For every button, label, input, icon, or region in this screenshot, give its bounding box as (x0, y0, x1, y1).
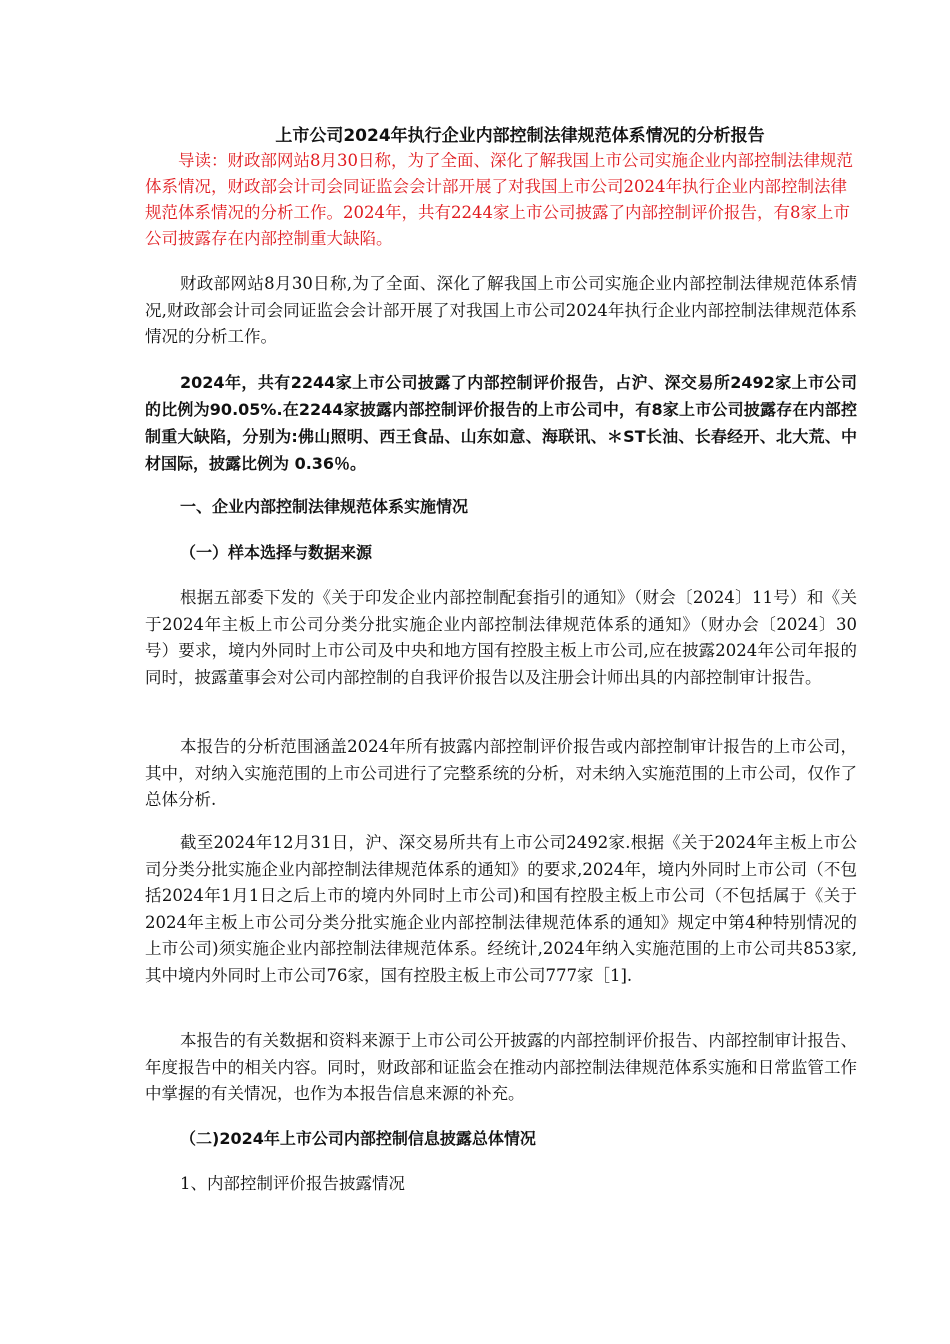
document-title: 上市公司2024年执行企业内部控制法律规范体系情况的分析报告 (275, 126, 765, 146)
intro-paragraph: 财政部网站8月30日称,为了全面、深化了解我国上市公司实施企业内部控制法律规范体系情况,财政部会计司会同证监会会计部开展了对我国上市公司2024年执行企业内部控制法律规范体系情况的分析工作。 (145, 274, 857, 346)
basis-paragraph: 根据五部委下发的《关于印发企业内部控制配套指引的通知》（财会〔2024〕11号）和《关于2024年主板上市公司分类分批实施企业内部控制法律规范体系的通知》（财办会〔2024〕30号）要求，境内外同时上市公司及中央和地方国有控股主板上市公司,应在披露2024年公司年报的同时，披露董事会对公司内部控制的自我评价报告以及注册会计师出具的内部控制审计报告。 (145, 588, 857, 687)
data-source-paragraph: 本报告的有关数据和资料来源于上市公司公开披露的内部控制评价报告、内部控制审计报告、年度报告中的相关内容。同时，财政部和证监会在推动内部控制法律规范体系实施和日常监管工作中掌握的有关情况，也作为本报告信息来源的补充。 (145, 1031, 857, 1103)
scope-paragraph: 本报告的分析范围涵盖2024年所有披露内部控制评价报告或内部控制审计报告的上市公司，其中，对纳入实施范围的上市公司进行了完整系统的分析，对未纳入实施范围的上市公司，仅作了总体分析. (145, 737, 857, 809)
section-heading-1: 一、企业内部控制法律规范体系实施情况 (180, 497, 469, 516)
subsection-heading: 1、内部控制评价报告披露情况 (180, 1174, 405, 1193)
summary-paragraph: 2024年，共有2244家上市公司披露了内部控制评价报告，占沪、深交易所2492家上市公司的比例为90.05%.在2244家披露内部控制评价报告的上市公司中，有8家上市公司披露存在内部控制重大缺陷，分别为:佛山照明、西王食品、山东如意、海联讯、＊ST长油、长春经开、北大荒、中材国际，披露比例为 0.36％。 (145, 373, 857, 473)
section-heading-1-2: （二)2024年上市公司内部控制信息披露总体情况 (180, 1129, 536, 1148)
section-heading-1-1: （一）样本选择与数据来源 (180, 543, 373, 562)
statistics-paragraph: 截至2024年12月31日，沪、深交易所共有上市公司2492家.根据《关于2024年主板上市公司分类分批实施企业内部控制法律规范体系的通知》的要求,2024年，境内外同时上市公司（不包括2024年1月1日之后上市的境内外同时上市公司)和国有控股主板上市公司（不包括属于《关于2024年主板上市公司分类分批实施企业内部控制法律规范体系的通知》规定中第4种特别情况的上市公司)须实施企业内部控制法律规范体系。经统计,2024年纳入实施范围的上市公司共853家,其中境内外同时上市公司76家，国有控股主板上市公司777家［1]. (145, 833, 857, 985)
lead-paragraph: 导读：财政部网站8月30日称，为了全面、深化了解我国上市公司实施企业内部控制法律规范体系情况，财政部会计司会同证监会会计部开展了对我国上市公司2024年执行企业内部控制法律规范体系情况的分析工作。2024年，共有2244家上市公司披露了内部控制评价报告，有8家上市公司披露存在内部控制重大缺陷。 (145, 151, 853, 248)
